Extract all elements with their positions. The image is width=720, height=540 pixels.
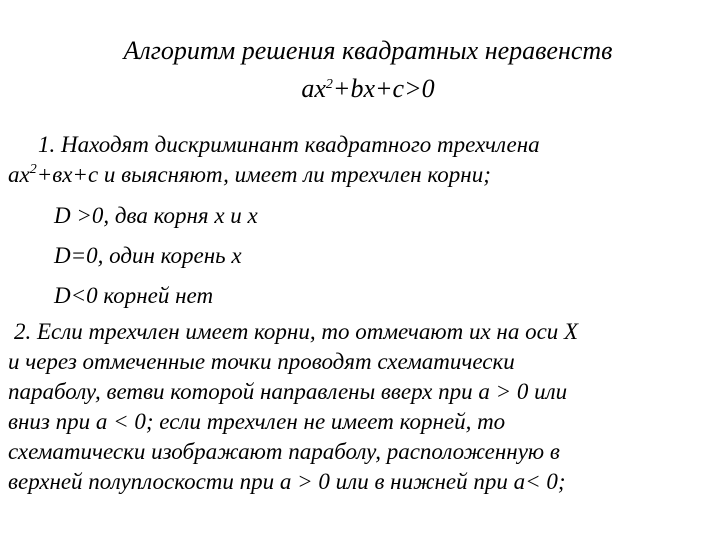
step2-line2: и через отмеченные точки проводят схематически xyxy=(8,349,515,374)
step2-line1: 2. Если трехчлен имеет корни, то отмечают их на оси Х xyxy=(14,319,579,344)
case-d-zero: D=0, один корень х xyxy=(54,243,242,268)
title-formula-part-a: ax xyxy=(301,74,326,103)
step2-line3: параболу, ветви которой направлены вверх при а > 0 или xyxy=(8,379,568,404)
step1-line2-part-a: ах xyxy=(8,162,30,187)
step1-line2-exponent: 2 xyxy=(29,162,37,177)
slide-title: Алгоритм решения квадратных неравенств xyxy=(123,36,613,65)
step2-line4: вниз при а < 0; если трехчлен не имеет корней, то xyxy=(8,409,506,434)
case-d-negative: D<0 корней нет xyxy=(54,283,214,308)
title-formula xyxy=(0,72,720,106)
step1-line2-part-b: +вх+с и выясняют, имеет ли трехчлен корни; xyxy=(36,162,491,187)
step2-line5: схематически изображают параболу, расположенную в xyxy=(8,439,560,464)
step1-line1: 1. Находят дискриминант квадратного трехчлена xyxy=(38,132,540,157)
step1-line2 xyxy=(8,160,491,190)
title-formula-part-b: +bx+c>0 xyxy=(332,74,435,103)
case-d-positive: D >0, два корня х и х xyxy=(54,203,258,228)
step2-line6: верхней полуплоскости при а > 0 или в нижней при а< 0; xyxy=(8,469,566,494)
title-formula-exponent: 2 xyxy=(325,77,333,92)
